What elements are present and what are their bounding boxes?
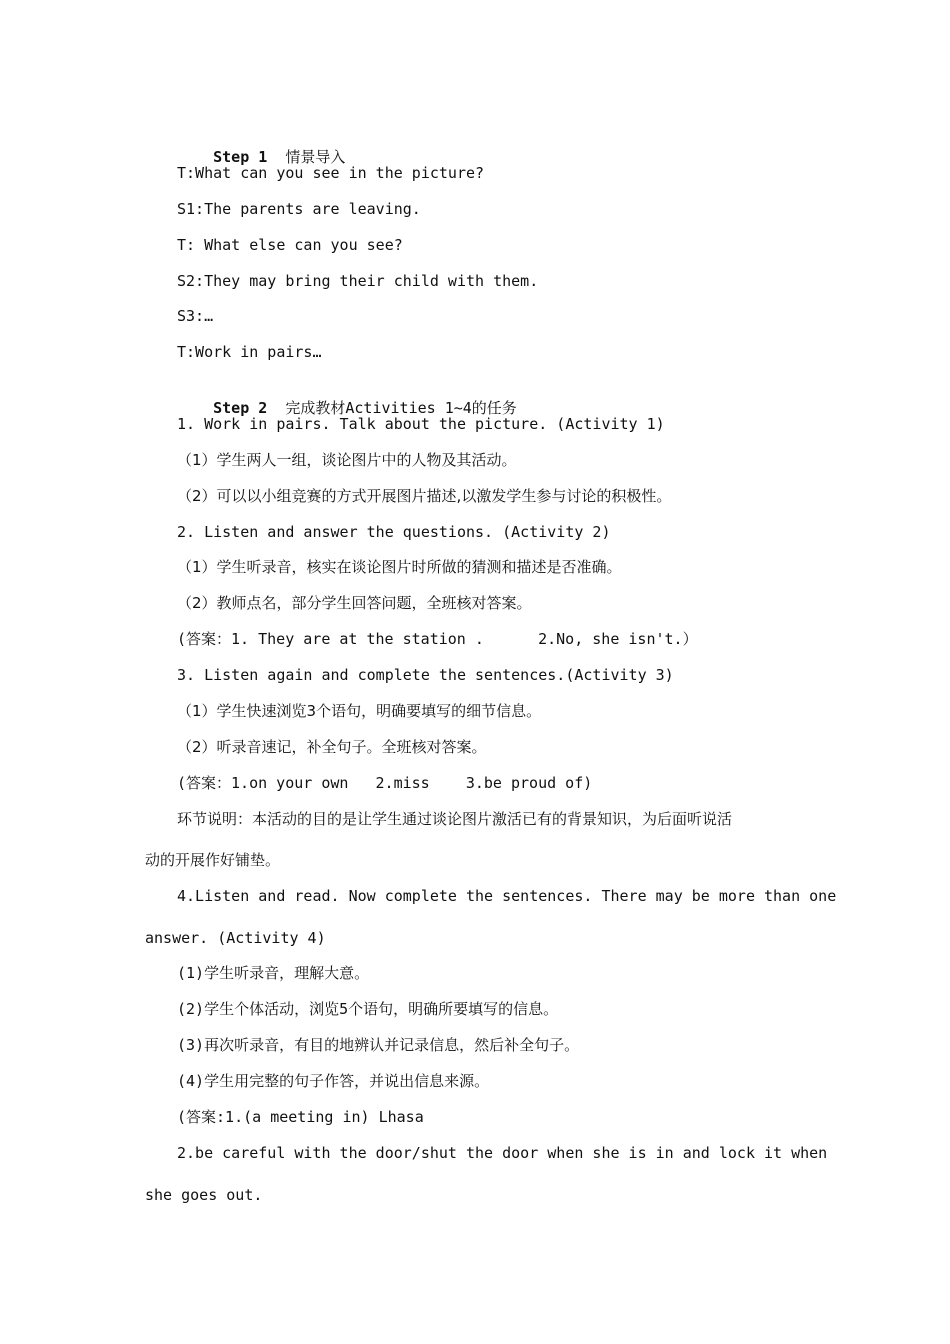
activity2-item: （1）学生听录音，核实在谈论图片时所做的猜测和描述是否准确。: [177, 558, 622, 576]
activity3-item: （2）听录音速记，补全句子。全班核对答案。: [177, 738, 487, 756]
activity4-heading-continued: answer. (Activity 4): [145, 929, 326, 947]
activity4-answer: (答案:1.(a meeting in) Lhasa: [177, 1108, 424, 1126]
dialogue-line: S3:…: [177, 307, 214, 325]
activity2-answer: (答案：1. They are at the station . 2.No, she isn't.）: [177, 630, 698, 648]
activity4-answer-continued: she goes out.: [145, 1186, 263, 1204]
activity2-item: （2）教师点名，部分学生回答问题，全班核对答案。: [177, 594, 532, 612]
note-line: 动的开展作好铺垫。: [145, 851, 281, 869]
activity4-item: (3)再次听录音，有目的地辨认并记录信息，然后补全句子。: [177, 1036, 580, 1054]
step2-title: 完成教材Activities 1~4的任务: [285, 399, 517, 417]
activity1-heading: 1. Work in pairs. Talk about the picture. (Activity 1): [177, 415, 665, 433]
activity2-heading: 2. Listen and answer the questions. (Activity 2): [177, 523, 611, 541]
dialogue-line: S1:The parents are leaving.: [177, 200, 421, 218]
activity4-item: (4)学生用完整的句子作答，并说出信息来源。: [177, 1072, 490, 1090]
activity4-answer: 2.be careful with the door/shut the door when she is in and lock it when: [177, 1144, 828, 1162]
dialogue-line: T:Work in pairs…: [177, 343, 322, 361]
activity3-heading: 3. Listen again and complete the sentences.(Activity 3): [177, 666, 674, 684]
dialogue-line: T: What else can you see?: [177, 236, 403, 254]
activity4-item: (1)学生听录音，理解大意。: [177, 964, 370, 982]
step2-label: Step 2: [213, 399, 268, 417]
step1-label: Step 1: [213, 148, 268, 166]
activity3-item: （1）学生快速浏览3个语句，明确要填写的细节信息。: [177, 702, 542, 720]
step1-title: 情景导入: [285, 148, 346, 166]
activity4-item: (2)学生个体活动，浏览5个语句，明确所要填写的信息。: [177, 1000, 559, 1018]
dialogue-line: T:What can you see in the picture?: [177, 164, 485, 182]
activity4-heading: 4.Listen and read. Now complete the sentences. There may be more than one: [177, 887, 837, 905]
activity1-item: （2）可以以小组竞赛的方式开展图片描述,以激发学生参与讨论的积极性。: [177, 487, 672, 505]
activity1-item: （1）学生两人一组，谈论图片中的人物及其活动。: [177, 451, 517, 469]
dialogue-line: S2:They may bring their child with them.: [177, 272, 539, 290]
note-line: 环节说明：本活动的目的是让学生通过谈论图片激活已有的背景知识，为后面听说活: [177, 810, 733, 828]
activity3-answer: (答案：1.on your own 2.miss 3.be proud of): [177, 774, 593, 792]
